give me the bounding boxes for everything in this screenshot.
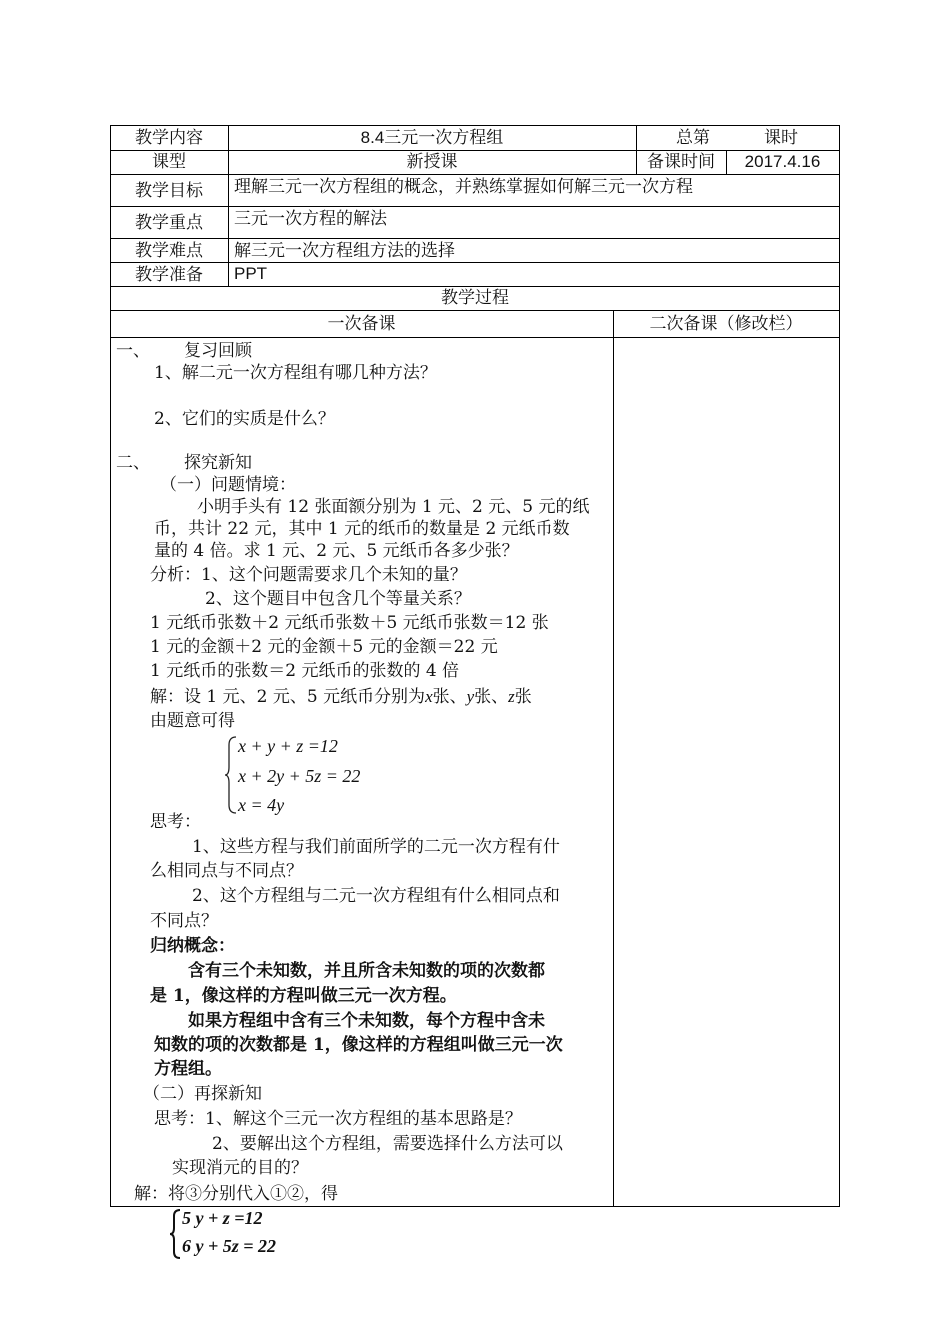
table-border [228,125,229,286]
table-border [110,206,840,207]
equation-3: x = 4y [238,795,285,815]
table-border [613,310,614,1206]
prep-time-label: 备课时间 [647,152,715,172]
concept-1-line: 含有三个未知数，并且所含未知数的项的次数都 [188,961,545,981]
concept-2-line: 知数的项的次数都是 1，像这样的方程组叫做三元一次 [154,1035,563,1055]
solution-setup-2: 由题意可得 [150,711,235,731]
review-question-1: 1、解二元一次方程组有哪几种方法？ [154,363,437,383]
table-border [110,125,840,126]
equation-5: 6 y + 5z = 22 [182,1236,277,1256]
unit-z: 张 [514,687,532,707]
subsection-1: （一）问题情境： [160,475,296,495]
variable-y: y [466,687,475,706]
table-border [110,262,840,263]
think-1-line: 么相同点与不同点？ [150,861,303,881]
table-border [110,310,840,311]
think-3: 思考：1、解这个三元一次方程组的基本思路是？ [154,1109,522,1129]
prep-date: 2017.4.16 [744,152,821,171]
total-label: 总第 [676,128,710,148]
type-label: 课型 [152,152,186,172]
section-2-number: 二、 [116,453,150,473]
equation-4: 5 y + z =12 [182,1208,263,1228]
table-border [110,1206,840,1207]
goal-text: 理解三元一次方程组的概念，并熟练掌握如何解三元一次方程 [234,177,693,197]
think-2-line: 2、这个方程组与二元一次方程组有什么相同点和 [192,886,560,906]
problem-line: 小明手头有 12 张面额分别为 1 元、2 元、5 元的纸 [197,497,590,517]
prep-label: 教学准备 [135,265,203,285]
concept-2-line: 如果方程组中含有三个未知数，每个方程中含未 [188,1011,545,1031]
variable-x: x [425,687,433,706]
relation-line: 1 元纸币的张数＝2 元纸币的张数的 4 倍 [150,661,460,681]
concept-label: 归纳概念： [150,936,235,956]
content-label: 教学内容 [135,128,203,148]
period-label: 课时 [764,128,798,148]
analysis-1: 分析：1、这个问题需要求几个未知的量？ [150,565,467,585]
solution-setup-text: 解：设 1 元、2 元、5 元纸币分别为 [150,687,426,707]
concept-2-line: 方程组。 [154,1059,222,1079]
section-1-number: 一、 [116,341,150,361]
relation-line: 1 元的金额＋2 元的金额＋5 元的金额＝22 元 [150,637,498,657]
section-2-title: 探究新知 [184,453,252,473]
think-4-line: 实现消元的目的？ [172,1158,308,1178]
lesson-title: 8.4三元一次方程组 [360,128,504,147]
left-brace-icon [168,1208,182,1260]
unit-x: 张、 [432,687,467,707]
prep-text: PPT [234,264,268,283]
review-question-2: 2、它们的实质是什么？ [154,409,335,429]
table-border [110,174,840,175]
key-text: 三元一次方程的解法 [234,209,387,229]
think-label: 思考： [150,812,201,832]
analysis-2: 2、这个题目中包含几个等量关系？ [205,589,471,609]
left-brace-icon [224,735,238,815]
variable-z: z [508,687,515,706]
solve-step: 解：将③分别代入①②，得 [134,1184,338,1204]
first-prep-heading: 一次备课 [327,314,396,334]
relation-line: 1 元纸币张数＋2 元纸币张数＋5 元纸币张数＝12 张 [150,613,549,633]
section-1-title: 复习回顾 [184,341,252,361]
table-border [110,337,840,338]
key-label: 教学重点 [135,213,203,233]
solution-setup [150,686,532,708]
problem-line: 币，共计 22 元，其中 1 元的纸币的数量是 2 元纸币数 [154,519,570,539]
table-border [110,238,840,239]
unit-y: 张、 [474,687,509,707]
difficulty-text: 解三元一次方程组方法的选择 [234,241,455,261]
lesson-type: 新授课 [406,152,458,172]
equation-2: x + 2y + 5z = 22 [238,766,361,786]
think-2-line: 不同点？ [150,911,218,931]
difficulty-label: 教学难点 [135,241,203,261]
subsection-2: （二）再探新知 [143,1084,262,1104]
goal-label: 教学目标 [135,181,203,201]
process-title: 教学过程 [441,288,509,308]
equation-1: x + y + z =12 [238,736,338,756]
think-4-line: 2、要解出这个方程组，需要选择什么方法可以 [212,1134,563,1154]
think-1-line: 1、这些方程与我们前面所学的二元一次方程有什 [192,837,560,857]
second-prep-heading: 二次备课（修改栏） [649,314,803,334]
concept-1-line: 是 1，像这样的方程叫做三元一次方程。 [150,986,457,1006]
problem-line: 量的 4 倍。求 1 元、2 元、5 元纸币各多少张？ [154,541,519,561]
